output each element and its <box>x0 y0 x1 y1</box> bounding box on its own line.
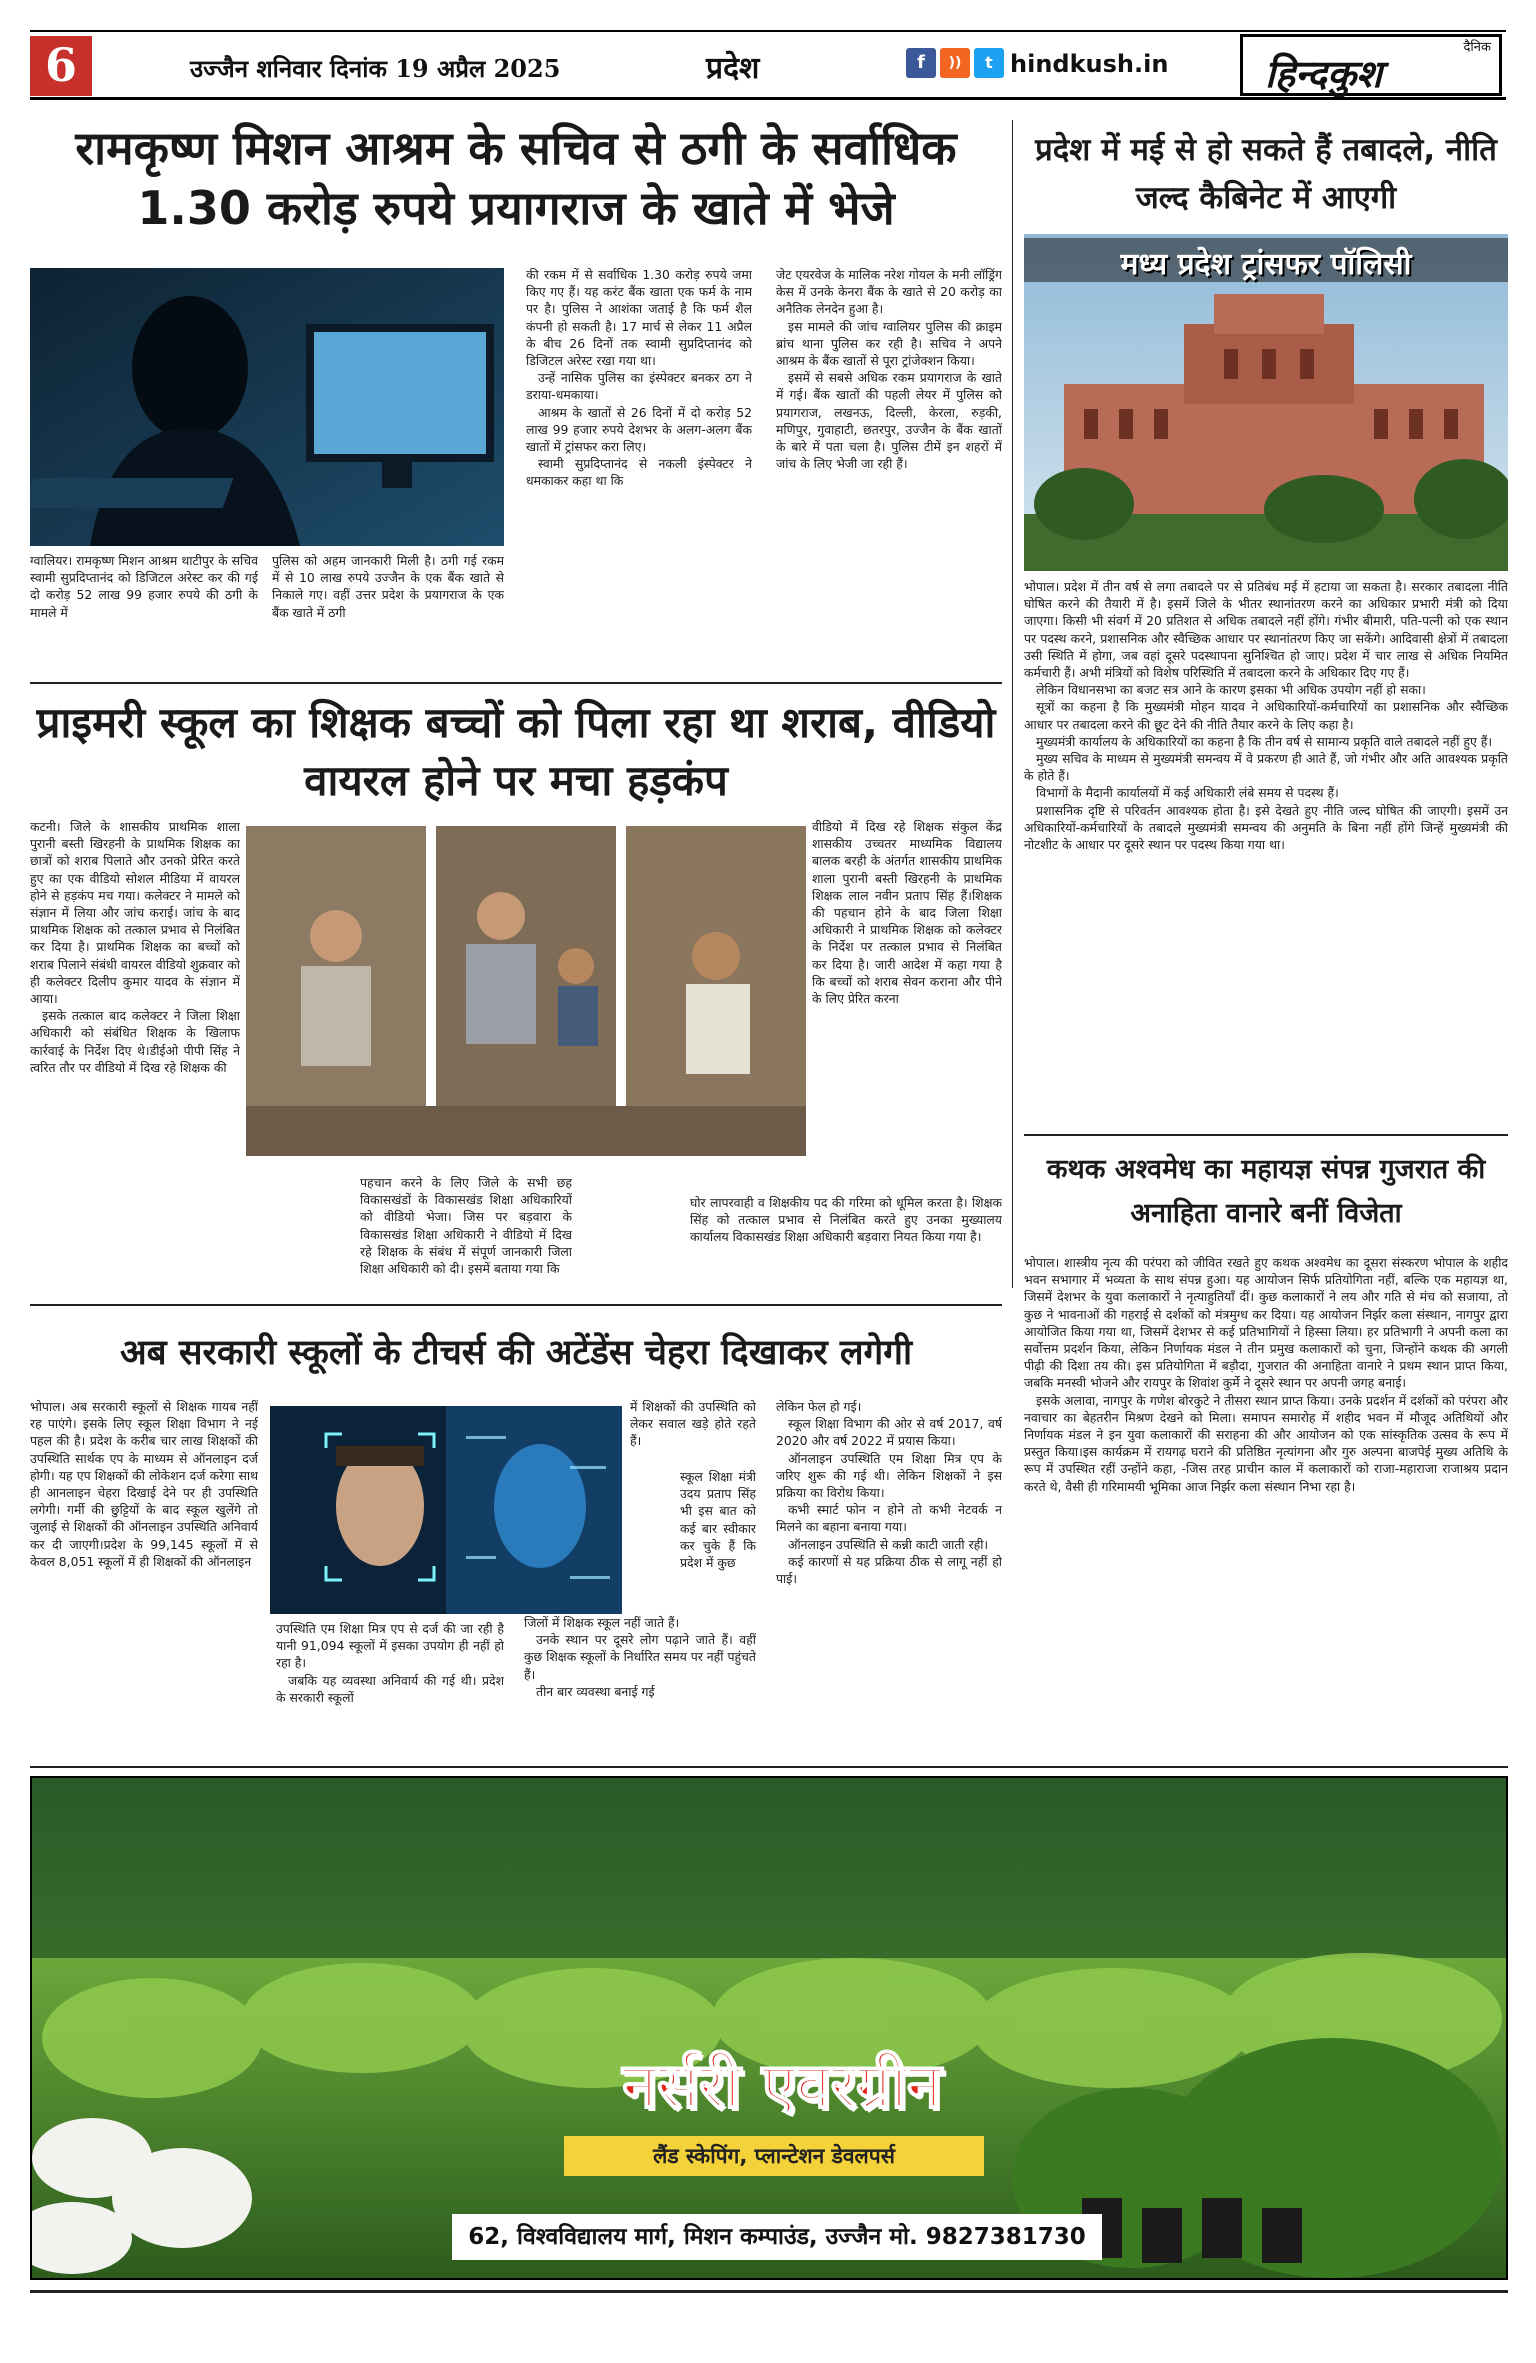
paragraph: जेट एयरवेज के मालिक नरेश गोयल के मनी लॉड्रिंग केस में उनके केनरा बैंक के खाते से 20 करोड़ का अनैतिक लेनदेन हुआ है। <box>776 267 1002 317</box>
a5-col1: भोपाल। अब सरकारी स्कूलों से शिक्षक गायब नहीं रह पाएंगे। इसके लिए स्कूल शिक्षा विभाग ने नई पहल की है। प्रदेश के करीब चार लाख शिक्षकों की उपस्थिति सार्थक एप के माध्यम से ऑनलाइन दर्ज होगी। यह एप शिक्षकों की लोकेशन दर्ज करेगा साथ ही आनलाइन चेहरा दिखाई देने पर ही उपस्थिति लगेगी। गर्मी की छुट्टियों के बाद स्कूल खुलेंगे तो जुलाई से शिक्षकों की ऑनलाइन उपस्थिति अनिवार्य कर दी जाएगी।प्रदेश के 99,145 स्कूलों में से केवल 8,051 स्कूलों में ही शिक्षकों की ऑनलाइन <box>30 1399 258 1569</box>
nursery-advertisement <box>30 1776 1508 2280</box>
paragraph: इसके तत्काल बाद कलेक्टर ने जिला शिक्षा अधिकारी को संबंधित शिक्षक के खिलाफ कार्रवाई के निर्देश दिए थे।डीईओ पीपी सिंह ने त्वरित तौर पर वीडियो में दिख रहे शिक्षक की <box>30 1008 240 1075</box>
paragraph: कई कारणों से यह प्रक्रिया ठीक से लागू नहीं हो पाई। <box>776 1553 1002 1587</box>
website-link[interactable]: hindkush.in <box>1010 50 1169 78</box>
headline-ashram-fraud: रामकृष्ण मिशन आश्रम के सचिव से ठगी के सर्वाधिक 1.30 करोड़ रुपये प्रयागराज के खाते में भेजे <box>75 121 957 235</box>
newspaper-logo <box>1240 34 1502 96</box>
ad-subtitle: लैंड स्केपिंग, प्लान्टेशन डेवलपर्स <box>564 2136 984 2176</box>
divider <box>1024 1134 1508 1136</box>
paragraph: प्रशासनिक दृष्टि से परिवर्तन आवश्यक होता है। इसे देखते हुए नीति जल्द घोषित की जाएगी। इसमें उन अधिकारियों-कर्मचारियों के तबादले मुख्यमंत्री समन्वय की अनुमति के बिना नहीं होंगे जिन्हें मुख्यमंत्री की नोटशीट के आधार पर दूसरे स्थान पर पदस्थ किया गया था। <box>1024 802 1508 853</box>
paragraph: उपस्थिति एम शिक्षा मित्र एप से दर्ज की जा रही है यानी 91,094 स्कूलों में इसका उपयोग ही नहीं हो रहा है। <box>276 1621 504 1671</box>
a3-col2: पहचान करने के लिए जिले के सभी छह विकासखंडों के विकासखंड शिक्षा अधिकारियों को वीडियो भेजा। जिस पर बड़वारा के विकासखंड शिक्षा अधिकारी ने वीडियो में दिख रहे शिक्षक के संबंध में संपूर्ण जानकारी जिला शिक्षा अधिकारी को दी। इसमें बताया गया कि <box>360 1175 572 1277</box>
bottom-rule <box>30 2290 1508 2293</box>
paragraph: जिलों में शिक्षक स्कूल नहीं जाते हैं। <box>524 1615 680 1630</box>
paragraph: ऑनलाइन उपस्थिति एम शिक्षा मित्र एप के जरिए शुरू की गई थी। लेकिन शिक्षकों ने इस प्रक्रिया का विरोध किया। <box>776 1450 1002 1501</box>
facebook-icon[interactable]: f <box>906 48 936 78</box>
a3-col4: घोर लापरवाही व शिक्षकीय पद की गरिमा को धूमिल करता है। शिक्षक सिंह को तत्काल प्रभाव से निलंबित करते हुए उनका मुख्यालय कार्यालय विकासखंड शिक्षा अधिकारी बड़वारा नियत किया गया है। <box>690 1195 1002 1245</box>
hacker-image <box>30 268 504 546</box>
masthead <box>30 30 1506 100</box>
paragraph: भोपाल। प्रदेश में तीन वर्ष से लगा तबादले पर से प्रतिबंध मई में हटाया जा सकता है। सरकार तबादला नीति घोषित करने की तैयारी में है। इसमें जिले के भीतर स्थानांतरण करने का अधिकार प्रभारी मंत्री को दिया जाएगा। किसी भी संवर्ग में 20 प्रतिशत से अधिक तबादले नहीं होंगे। गंभीर बीमारी, पति-पत्नी को एक स्थान पर पदस्थ करने, प्रशासनिक और स्वैच्छिक आधार पर स्थानांतरण किए जा सकेंगे। आदिवासी क्षेत्रों में तबादला उसी स्थिति में होगा, जब वहां दूसरे पदस्थापना सुनिश्चित हो जाए। प्रदेश में चार लाख से अधिक नियमित कर्मचारी हैं। अभी मंत्रियों को विशेष परिस्थिति में तबादला करने के अधिकार दिए गए हैं। <box>1024 579 1508 681</box>
column-divider <box>1012 120 1013 1288</box>
paragraph: की रकम में से सर्वाधिक 1.30 करोड़ रुपये जमा किए गए हैं। यह करंट बैंक खाता एक फर्म के नाम पर है। पुलिस ने आशंका जताई है कि फर्म शैल कंपनी हो सकती है। 17 मार्च से लेकर 11 अप्रैल के बीच 26 दिनों तक स्वामी सुप्रदिप्तानंद को डिजिटल अरेस्ट रखा गया था। <box>526 267 752 369</box>
paragraph: विभागों के मैदानी कार्यालयों में कई अधिकारी लंबे समय से पदस्थ हैं। <box>1036 785 1339 801</box>
image-caption: मध्य प्रदेश ट्रांसफर पॉलिसी <box>1120 247 1412 282</box>
ad-title: नर्सरी एवरग्रीन <box>622 2049 942 2122</box>
ad-address: 62, विश्वविद्यालय मार्ग, मिशन कम्पाउंड, उज्जैन मो. 9827381730 <box>452 2214 1102 2260</box>
paragraph: इस मामले की जांच ग्वालियर पुलिस की क्राइम ब्रांच थाना पुलिस कर रही है। सचिव ने अपने आश्रम के बैंक खातों से पूरा ट्रांजेक्शन किया। <box>776 318 1002 369</box>
paragraph: भोपाल। शास्त्रीय नृत्य की परंपरा को जीवित रखते हुए कथक अश्वमेध का दूसरा संस्करण भोपाल के शहीद भवन सभागार में भव्यता के साथ संपन्न हुआ। यह आयोजन सिर्फ प्रतियोगिता नहीं, बल्कि एक महायज्ञ था, जिसमें देशभर के युवा कलाकारों ने नृत्याहुतियाँ दीं। कुछ कलाकारों ने लय और गति से मंच को सजाया, तो कुछ ने भावनाओं की गहराई से दर्शकों को मंत्रमुग्ध कर दिया। यह आयोजन निर्झर कला संस्थान, नागपुर द्वारा आयोजित किया गया था, जिसमें देशभर से कई प्रतिभागियों ने हिस्सा लिया। हर प्रतिभागी ने अपनी कला का सर्वोत्तम प्रदर्शन किया, लेकिन निर्णायक मंडल ने तीन प्रमुख कलाकारों को चुना, जिन्होंने कथक की अगली पीढ़ी की दिशा तय की। इस प्रतियोगिता में बड़ौदा, गुजरात की अनाहिता वानारे ने प्रथम स्थान प्राप्त किया, जबकि मनस्वी भोजने और रायपुर के शिवांश कुर्मे ने दूसरे स्थान पर अपनी जगह बनाई। <box>1024 1255 1508 1391</box>
page-number: 6 <box>30 36 92 96</box>
paragraph: लेकिन विधानसभा का बजट सत्र आने के कारण इसका भी अधिक उपयोग नहीं हो सका। <box>1036 682 1426 698</box>
face-scan-illustration <box>270 1406 622 1614</box>
paragraph: सूत्रों का कहना है कि मुख्यमंत्री मोहन यादव ने अधिकारियों-कर्मचारियों का प्रशासनिक और स्वैच्छिक आधार पर तबादला करने की छूट देने की नीति तैयार करने के लिए कहा है। <box>1024 699 1508 732</box>
a1-col4 <box>776 266 1002 672</box>
logo-small-text: दैनिक <box>1463 40 1491 55</box>
a2-body <box>1024 578 1508 1126</box>
logo-text: हिन्दकुश <box>1265 51 1382 96</box>
face-recognition-image <box>270 1406 622 1614</box>
building-illustration <box>1024 234 1508 571</box>
paragraph: लेकिन फेल हो गई। <box>776 1399 862 1414</box>
a3-col1 <box>30 818 240 1258</box>
a5-col4 <box>776 1398 1002 1752</box>
headline-transfer-policy: प्रदेश में मई से हो सकते हैं तबादले, नीति जल्द कैबिनेट में आएगी <box>1035 132 1497 216</box>
a1-col3 <box>526 266 752 672</box>
section-title: प्रदेश <box>706 51 760 86</box>
divider <box>30 682 1002 684</box>
paragraph: उनके स्थान पर दूसरे लोग पढ़ाने जाते हैं। वहीं कुछ शिक्षक स्कूलों के निर्धारित समय पर नहीं पहुंचते हैं। <box>524 1632 756 1682</box>
video-stills-illustration <box>246 826 806 1156</box>
headline-teacher-liquor: प्राइमरी स्कूल का शिक्षक बच्चों को पिला रहा था शराब, वीडियो वायरल होने पर मचा हड़कंप <box>36 698 996 805</box>
paragraph: आश्रम के खातों से 26 दिनों में दो करोड़ 52 लाख 99 हजार रुपये देशभर के अलग-अलग बैंक खातों में ट्रांसफर करा लिए। <box>526 404 752 455</box>
a5-col3c <box>524 1614 756 1752</box>
paragraph: ऑनलाइन उपस्थिति से कन्नी काटी जाती रही। <box>788 1536 989 1552</box>
paragraph: जबकि यह व्यवस्था अनिवार्य की गई थी। प्रदेश के सरकारी स्कूलों <box>276 1672 504 1705</box>
a5-col3b: स्कूल शिक्षा मंत्री उदय प्रताप सिंह भी इस बात को कई बार स्वीकार कर चुके हैं कि प्रदेश में कुछ <box>680 1469 756 1571</box>
paragraph: मुख्य सचिव के माध्यम से मुख्यमंत्री समन्वय में वे प्रकरण ही आते हैं, जो गंभीर और अति आवश्यक प्रकृति के होते हैं। <box>1024 751 1508 784</box>
divider <box>30 1766 1508 1768</box>
paragraph: कभी स्मार्ट फोन न होने तो कभी नेटवर्क न मिलने का बहाना बनाया गया। <box>776 1502 1002 1535</box>
headline-kathak: कथक अश्वमेध का महायज्ञ संपन्न गुजरात की अनाहिता वानारे बनीं विजेता <box>1046 1154 1486 1229</box>
dateline: उज्जैन शनिवार दिनांक 19 अप्रैल 2025 <box>190 54 561 83</box>
a1-col1: ग्वालियर। रामकृष्ण मिशन आश्रम थाटीपुर के सचिव स्वामी सुप्रदिप्तानंद को डिजिटल अरेस्ट कर की गई दो करोड़ 52 लाख 99 हजार रुपये की ठगी के मामले में <box>30 553 258 620</box>
hacker-illustration <box>30 268 504 546</box>
paragraph: मुख्यमंत्री कार्यालय के अधिकारियों का कहना है कि तीन वर्ष से सामान्य प्रकृति वाले तबादले नहीं हुए हैं। <box>1036 733 1493 749</box>
paragraph: स्वामी सुप्रदिप्तानंद से नकली इंस्पेक्टर ने धमकाकर कहा था कि <box>526 456 752 489</box>
paragraph: इसके अलावा, नागपुर के गणेश बोरकुटे ने तीसरा स्थान प्राप्त किया। उनके प्रदर्शन में दर्शकों को परंपरा और नवाचार का बेहतरीन मिश्रण देखने को मिला। समापन समारोह में शहीद भवन में मौजूद अतिथियों और निर्णायक मंडल ने इन युवा कलाकारों की सराहना की और आयोजन को एक सांस्कृतिक उत्सव के रूप में प्रस्तुत किया।इस कार्यक्रम में रायगढ़ घराने की प्रतिष्ठित नृत्यांगना और गुरु अल्पना बाजपेई मुख्य अतिथि के रूप में उपस्थित रहीं उन्होंने कहा, -जिस तरह प्राचीन काल में कलाकारों को राजा-महाराजा राजाश्रय प्रदान करते थे, वैसी ही गरिमामयी भूमिका आज निर्झर कला संस्थान निभा रहा है। <box>1024 1392 1508 1494</box>
a4-body <box>1024 1254 1508 1760</box>
viral-video-stills <box>246 826 806 1156</box>
a1-col2: पुलिस को अहम जानकारी मिली है। ठगी गई रकम में से 10 लाख रुपये उज्जैन के एक बैंक खाते से निकाले गए। वहीं उत्तर प्रदेश के प्रयागराज के एक बैंक खाते में ठगी <box>272 553 504 620</box>
twitter-icon[interactable]: t <box>974 48 1004 78</box>
nursery-plants-illustration <box>32 1778 1506 2278</box>
transfer-policy-image <box>1024 234 1508 571</box>
a3-col3: वीडियो में दिख रहे शिक्षक संकुल केंद्र शासकीय उच्चतर माध्यमिक विद्यालय बालक बरही के अंतर्गत शासकीय प्राथमिक शाला पुरानी बस्ती खिरहनी के प्राथमिक शिक्षक लाल नवीन प्रताप सिंह हैं।शिक्षक की पहचान होने के बाद जिला शिक्षा अधिकारी ने प्राथमिक शिक्षक को कलेक्टर के निर्देश पर तत्काल प्रभाव से निलंबित कर दिया है। जारी आदेश में कहा गया है कि बच्चों को शराब सेवन कराना और पीने के लिए प्रेरित करना <box>812 819 1002 1007</box>
paragraph: तीन बार व्यवस्था बनाई गई <box>536 1683 655 1699</box>
paragraph: स्कूल शिक्षा विभाग की ओर से वर्ष 2017, वर्ष 2020 और वर्ष 2022 में प्रयास किया। <box>776 1416 1002 1449</box>
paragraph: इसमें से सबसे अधिक रकम प्रयागराज के खाते में गई। बैंक खातों की पहली लेयर में पुलिस को प्रयागराज, लखनऊ, दिल्ली, केरला, रुड़की, मणिपुर, गुवाहाटी, छतरपुर, उज्जैन के बैंक खातों के बारे में पता चला है। पुलिस टीमें इन शहरों में जांच के लिए भेजी जा रही हैं। <box>776 370 1002 472</box>
paragraph: उन्हें नासिक पुलिस का इंस्पेक्टर बनकर ठग ने डराया-धमकाया। <box>526 370 752 403</box>
rss-icon[interactable]: )) <box>940 48 970 78</box>
paragraph: कटनी। जिले के शासकीय प्राथमिक शाला पुरानी बस्ती खिरहनी के प्राथमिक शिक्षक का छात्रों को शराब पिलाते और उनको प्रेरित करते हुए का एक वीडियो सोशल मीडिया में वायरल होने से हड़कंप मच गया। कलेक्टर ने मामले को संज्ञान में लिया और जांच कराई। जांच के बाद प्राथमिक शिक्षक को तत्काल प्रभाव से निलंबित कर दिया है। प्राथमिक शिक्षक का बच्चों को शराब पिलाने संबंधी वायरल वीडियो शुक्रवार को ही कलेक्टर दिलीप कुमार यादव के संज्ञान में आया। <box>30 819 240 1007</box>
a5-col3a: में शिक्षकों की उपस्थिति को लेकर सवाल खड़े होते रहते हैं। <box>630 1399 756 1449</box>
headline-face-attendance: अब सरकारी स्कूलों के टीचर्स की अटेंडेंस चेहरा दिखाकर लगेगी <box>119 1333 913 1373</box>
a5-col2 <box>276 1620 504 1752</box>
divider <box>30 1304 1002 1306</box>
